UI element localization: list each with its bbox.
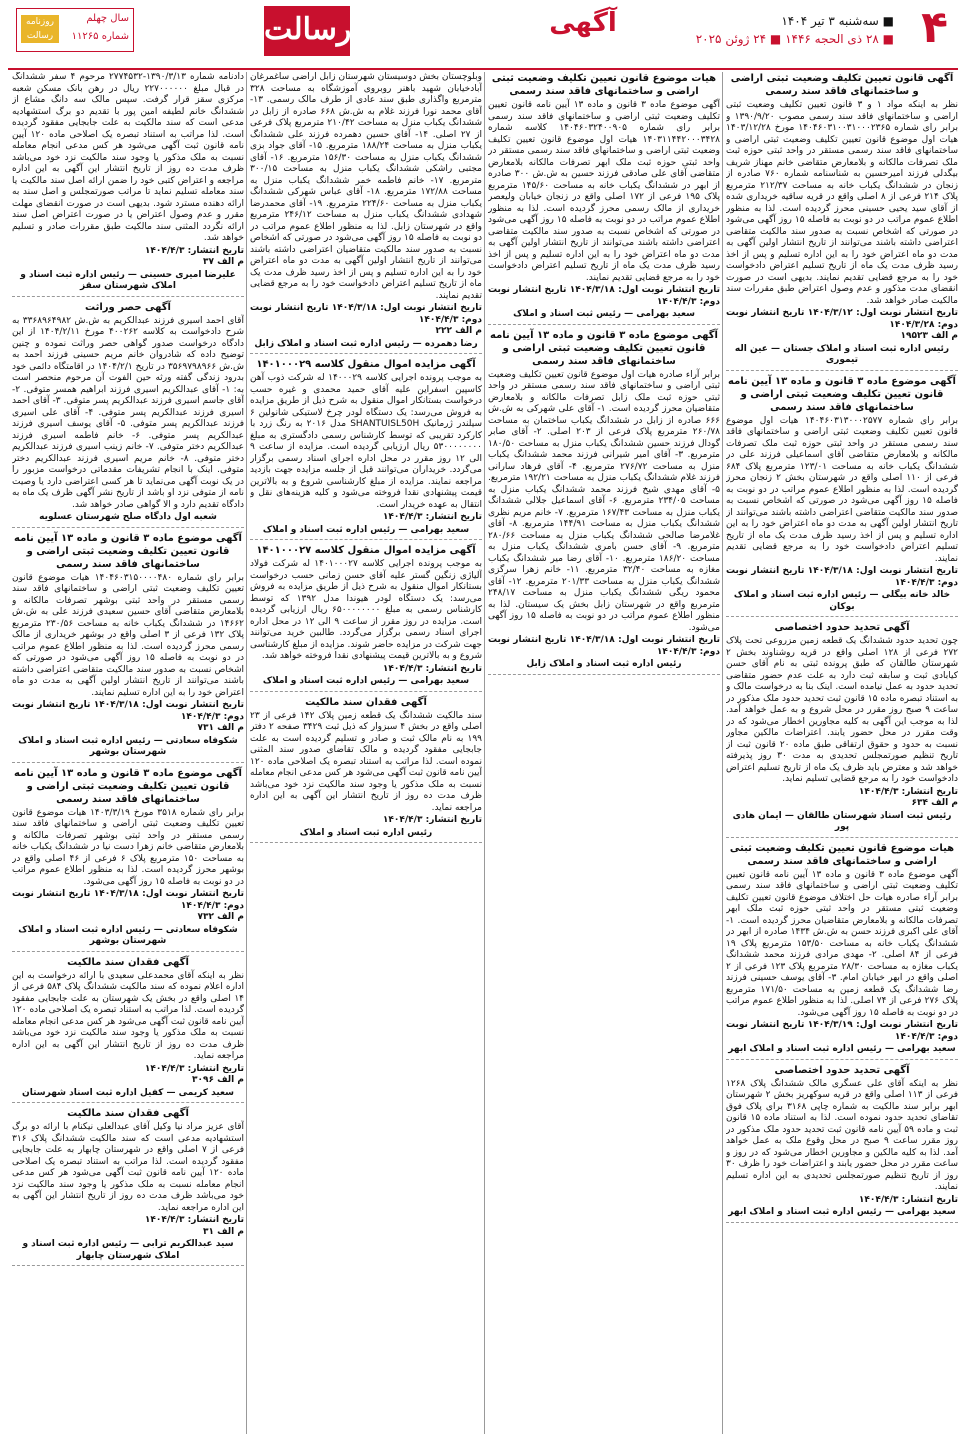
notice-body: آگهی موضوع ماده ۳ قانون و ماده ۱۳ آیین نامه قانون تعیین تکلیف وضعیت ثبتی اراضی و ساختمانهای فاقد سند رسمی برابر رای شماره ۱۴۰۴۶۰۳۲۴۰۰۹۰۵ کلاسه شماره ۱۴۰۳۱۱۴۴۲۰۰۰۳۴۲۸ هیات اول موضوع قانون تعیین تکلیف وضعیت ثبتی اراضی و ساختمانهای فاقد سند رسمی مستقر در واحد ثبتی حوزه ثبت ملک ابهر تصرفات مالکانه بلامعارض متقاضی آقای علی صادقی فرزند حسین به ش.ش ۳۰۰ صادره از ابهر در ششدانگ یکباب خانه به مساحت ۱۴۵/۶۰ مترمربع پلاک ۱۹۵ فرعی از ۱۷۲ اصلی واقع در زنجان خیابان ولیعصر خریداری از مالک رسمی محرز گردیده است. لذا به منظور اطلاع عموم مراتب در دو نوبت به فاصله ۱۵ روز آگهی می‌شود در صورتی که اشخاص نسبت به صدور سند مالکیت متقاضی اعتراضی داشته باشند می‌توانند از تاریخ انتشار اولین آگهی به مدت دو ماه اعتراض خود را به این اداره تسلیم و پس از اخذ رسید ظرف مدت یک ماه از تاریخ تسلیم اعتراض دادخواست خود را به مرجع قضایی تقدیم نمایند. <box>488 100 720 283</box>
notice-date: تاریخ انتشار: ۱۴۰۴/۴/۳ <box>382 663 482 674</box>
notice-title: آگهی موضوع ماده ۳ قانون و ماده ۱۳ آیین نامه قانون تعیین تکلیف وضعیت ثبتی اراضی و ساختمانهای فاقد سند رسمی <box>490 329 718 367</box>
notice-body: سند مالکیت ششدانگ یک قطعه زمین پلاک ۱۴۲ فرعی از ۲۳ اصلی واقع در بخش ۴ سبزوار که ذیل ثبت ۳۴۲۹ صفحه ۲ دفتر ۱۹۹ به نام مالک ثبت و صادر و تسلیم گردیده است به علت جابجایی مفقود گردیده و مالک تقاضای صدور سند المثنی نموده است. لذا مراتب به استناد تبصره یک اصلاحی ماده ۱۲۰ آیین نامه قانون ثبت آگهی می‌شود هر کس مدعی انجام معامله نسبت به ملک مذکور یا وجود سند مالکیت نزد خود می‌باشد ظرف مدت ده روز از تاریخ انتشار این آگهی به این اداره مراجعه نماید. <box>250 710 482 813</box>
notice-title: آگهی حصر وراثت <box>85 301 171 313</box>
issue-dates <box>696 12 894 48</box>
section-title: آگهی <box>549 8 617 38</box>
notice-date: تاریخ انتشار نوبت اول: ۱۴۰۴/۳/۱۸ تاریخ انتشار نوبت دوم: ۱۴۰۴/۴/۳ <box>12 889 244 911</box>
notice-date: تاریخ انتشار نوبت اول: ۱۴۰۴/۳/۱۸ تاریخ انتشار نوبت دوم: ۱۴۰۴/۴/۳ <box>488 635 720 657</box>
notice <box>726 375 958 618</box>
notice-code: م الف ۷۳۱ <box>197 723 244 733</box>
notice-title: آگهی تحدید حدود اختصاصی <box>774 1064 910 1076</box>
notice-title: آگهی فقدان سند مالکیت <box>305 696 427 708</box>
notice-title: آگهی موضوع ماده ۳ قانون و ماده ۱۳ آیین نامه قانون تعیین تکلیف وضعیت ثبتی اراضی و ساختمانهای فاقد سند رسمی <box>14 767 242 805</box>
notice-signer: علیرضا امیری حسینی — رئیس اداره ثبت اسناد و املاک شهرستان سقز <box>20 269 236 291</box>
notice-date: تاریخ انتشار: ۱۴۰۴/۴/۳ <box>144 245 244 256</box>
notice <box>250 696 482 844</box>
notice-title: هیات موضوع قانون تعیین تکلیف وضعیت ثبتی اراضی و ساختمانهای فاقد سند رسمی <box>491 73 717 97</box>
notice-title: هیات موضوع قانون تعیین تکلیف وضعیت ثبتی اراضی و ساختمانهای فاقد سند رسمی <box>729 842 955 867</box>
notice-code: م الف ۲۲۲ <box>435 326 482 336</box>
notice-body: برابر رای شماره ۱۴۰۴۶۰۳۱۵۰۰۰۰۴۸۰ هیات موضوع قانون تعیین تکلیف وضعیت ثبتی اراضی و ساختمانهای فاقد سند رسمی مستقر در واحد ثبتی بوشهر تصرفات مالکانه و بلامعارض متقاضی آقای حسین سعیدی فرزند علی به ش.ش ۱۴۶۶۲ در ششدانگ یکباب خانه به مساحت ۲۳۰/۵۶ مترمربع پلاک ۱۳۲ فرعی از ۳ اصلی واقع در بوشهر خریداری از مالک رسمی محرز گردیده است. لذا به منظور اطلاع عموم مراتب در دو نوبت به فاصله ۱۵ روز آگهی می‌شود در صورتی که اشخاص نسبت به صدور سند مالکیت متقاضی اعتراضی داشته باشند می‌توانند از تاریخ انتشار اولین آگهی به مدت دو ماه اعتراض خود را به این اداره تسلیم نمایند. <box>12 572 244 698</box>
notice-signer: رئیس اداره ثبت اسناد و املاک <box>299 827 433 838</box>
notice <box>12 1107 244 1266</box>
notice <box>250 544 482 692</box>
notice <box>726 72 958 371</box>
notice-signer: سعید بهرامی — رئیس اداره ثبت اسناد و املاک <box>262 524 470 535</box>
notice-signer: رئیس ثبت اسناد شهرستان طالقان — ایمان هادی پور <box>732 810 952 832</box>
column-divider <box>246 72 247 1434</box>
notice-body: نظر به اینکه مواد ۱ و ۳ قانون تعیین تکلیف وضعیت ثبتی اراضی و ساختمانهای فاقد سند رسمی مصوب ۱۳۹۰/۹/۲۰ و برابر رای شماره ۱۴۰۴۶۰۳۱۰۰۳۱۰۰۰۲۳۶۵ مورخ ۱۴۰۳/۱۲/۲۸ هیات اول موضوع قانون تعیین تکلیف وضعیت ثبتی اراضی و ساختمانهای فاقد سند رسمی مستقر در واحد ثبتی حوزه ثبت ملک تصرفات مالکانه و بلامعارض متقاضی خانم مهناز شریف بیگدلی فرزند امیرحسین به شناسنامه شماره ۷۶۰ صادره از زنجان در ششدانگ یکباب خانه به مساحت ۲۱۲/۳۷ مترمربع پلاک ۲۱۴ فرعی از ۸ اصلی واقع در قریه ساقیه خریداری شده از آقای سید یحیی حسینی محرز گردیده است. لذا به منظور اطلاع عموم مراتب در دو نوبت به فاصله ۱۵ روز آگهی می‌شود در صورتی که اشخاص نسبت به صدور سند مالکیت متقاضی اعتراضی داشته باشند می‌توانند از تاریخ انتشار اولین آگهی به مدت دو ماه اعتراض خود را به این اداره تسلیم و پس از اخذ رسید ظرف مدت یک ماه از تاریخ تسلیم اعتراض دادخواست خود را به مرجع قضایی تقدیم نمایند. بدیهی است در صورت انقضای مدت مذکور و عدم وصول اعتراض طبق مقررات سند مالکیت صادر خواهد شد. <box>726 100 958 306</box>
notice-date: تاریخ انتشار: ۱۴۰۴/۴/۳ <box>382 815 482 825</box>
notice-signer: خالد خانه بیگلی — رئیس اداره ثبت اسناد و املاک بوکان <box>733 590 951 612</box>
notice-signer: سعید بهرامی — رئیس ثبت اسناد و املاک <box>513 309 695 319</box>
year-label: سال چهلم <box>86 13 129 24</box>
notice-date: تاریخ انتشار نوبت اول: ۱۴۰۴/۳/۱۸ تاریخ انتشار نوبت دوم: ۱۴۰۴/۴/۳ <box>488 285 720 307</box>
notice-signer: سعید بهرامی — رئیس اداره ثبت اسناد و املاک <box>262 676 470 686</box>
issue-label: شماره ۱۱۲۶۵ <box>71 31 129 42</box>
notice-signer: سعید کریمی — کفیل اداره ثبت اسناد شهرستان <box>22 1087 234 1098</box>
column-4 <box>12 72 244 1434</box>
notice-date: تاریخ انتشار نوبت اول: ۱۴۰۴/۳/۱۲ تاریخ انتشار نوبت دوم: ۱۴۰۴/۳/۲۸ <box>726 308 958 330</box>
notice-body: آگهی موضوع ماده ۳ قانون و ماده ۱۳ آیین نامه قانون تعیین تکلیف وضعیت ثبتی اراضی و ساختمانهای فاقد سند رسمی برابر آراء صادره هیات حل اختلاف موضوع قانون تعیین تکلیف وضعیت ثبتی مستقر در واحد ثبتی حوزه ثبت ملک ابهر تصرفات مالکانه و بلامعارض متقاضیان محرز گردیده است. ۱- آقای علی اکبری فرزند حسن به ش.ش ۱۴۳۴ صادره از ابهر در ششدانگ یکباب خانه به مساحت ۱۵۳/۵۰ مترمربع پلاک ۱۹ فرعی از ۸۴ اصلی. ۲- مهدی مرادی فرزند محمد ششدانگ یکباب مغازه به مساحت ۲۸/۳۰ مترمربع پلاک ۱۲۳ فرعی از ۲ اصلی واقع در ابهر خیابان امام. ۳- آقای یوسف حسینی فرزند رضا ششدانگ یک قطعه زمین به مساحت ۱۷۱/۵۰ مترمربع پلاک ۲۷۶ فرعی از ۷۴ اصلی. لذا به منظور اطلاع عموم مراتب در دو نوبت به فاصله ۱۵ روز آگهی می‌شود. <box>726 869 958 1018</box>
newspaper-logo: رسالت <box>264 6 350 56</box>
notice-body: آقای احمد اسیری فرزند عبدالکریم به ش.ش ۳۳۶۸۹۶۴۹۸۲ به شرح دادخواست به کلاسه ۴۰۰۲۶۲ مورخ ۱۴۰۴/۲/۱۱ از این دادگاه درخواست صدور گواهی حصر وراثت نموده و چنین توضیح داده که شادروان خانم مریم حسینی فرزند احمد به ش.ش ۳۵۶۹۷۹۸۹۶۶ در تاریخ ۱۴۰۴/۲/۱ در اقامتگاه دائمی خود بدرود زندگی گفته ورثه حین الفوت آن مرحوم منحصر است به: ۱- آقای عبدالکریم اسیری فرزند ابراهیم همسر متوفی. ۲- آقای جاسم اسیری فرزند عبدالکریم پسر متوفی. ۳- آقای احمد اسیری فرزند عبدالکریم پسر متوفی. ۴- آقای علی اسیری فرزند عبدالکریم پسر متوفی. ۵- آقای یوسف اسیری فرزند عبدالکریم پسر متوفی. ۶- خانم فاطمه اسیری فرزند عبدالکریم دختر متوفی. ۷- خانم زینب اسیری فرزند عبدالکریم دختر متوفی. ۸- خانم مریم اسیری فرزند عبدالکریم دختر متوفی. اینک با انجام تشریفات مقدماتی درخواست مزبور را در یک نوبت آگهی می‌نماید تا هر کسی اعتراضی دارد یا وصیت نامه از متوفی نزد او باشد از تاریخ نشر آگهی ظرف یک ماه به دادگاه تقدیم دارد و الا گواهی صادر خواهد شد. <box>12 315 244 510</box>
notice-signer: شکوفاه سعادتی — رئیس اداره ثبت اسناد و املاک شهرستان بوشهر <box>18 924 238 946</box>
notice-date: تاریخ انتشار: ۱۴۰۴/۴/۳ <box>858 1194 958 1205</box>
notice-title: آگهی مزایده اموال منقول کلاسه ۱۴۰۱۰۰۰۲۷ <box>256 545 476 556</box>
notice-date: تاریخ انتشار: ۱۴۰۴/۴/۳ <box>382 512 482 522</box>
date-line-2: ■ ۲۸ ذی الحجه ۱۴۴۶ ■ ۲۴ ژوئن ۲۰۲۵ <box>695 32 894 46</box>
notice-body: نظر به اینکه آقای علی عسگری مالک ششدانگ پلاک ۱۲۶۸ فرعی از ۱۱۳ اصلی واقع در قریه سوکهریز بخش ۲ شهرستان ابهر برابر سند مالکیت به شماره چاپی ۳۱۶۸ برای پلاک فوق تقاضای تحدید حدود نموده است. لذا به استناد ماده ۱۵ قانون ثبت و ماده ۵۹ آیین نامه قانون ثبت تحدید حدود ملک مذکور در روز مقرر ساعت ۹ صبح در محل وقوع ملک به عمل خواهد آمد. لذا به کلیه مالکین و مجاورین اخطار می‌شود که در روز و ساعت مقرر در محل حضور یابند و اعتراضات خود را ظرف ۳۰ روز از تاریخ تنظیم صورتمجلس تحدیدی به این اداره تسلیم نمایند. <box>726 1078 958 1192</box>
issue-info-box <box>16 8 134 52</box>
notice <box>250 72 482 354</box>
notice-date: تاریخ انتشار: ۱۴۰۴/۴/۳ <box>144 1063 244 1074</box>
notice <box>12 956 244 1104</box>
notice-title: آگهی فقدان سند مالکیت <box>67 956 189 968</box>
notice-date: تاریخ انتشار نوبت اول: ۱۴۰۴/۳/۱۹ تاریخ انتشار نوبت دوم: ۱۴۰۴/۴/۳ <box>726 1020 958 1042</box>
notice-signer: سعید بهرامی — رئیس اداره ثبت اسناد و املاک ابهر <box>728 1044 956 1054</box>
notice <box>726 842 958 1060</box>
notice-body: نظر به اینکه آقای محمدعلی سعیدی با ارائه درخواست به این اداره اعلام نموده که سند مالکیت ششدانگ پلاک ۵۸۴ فرعی از ۱۴ اصلی واقع در بخش یک شهرستان به علت جابجایی مفقود گردیده است. لذا مراتب به استناد تبصره یک اصلاحی ماده ۱۲۰ آیین نامه قانون ثبت آگهی می‌شود هر کس مدعی انجام معامله نسبت به ملک مذکور یا وجود سند مالکیت نزد خود می‌باشد ظرف مدت ده روز از تاریخ انتشار این آگهی به این اداره مراجعه نماید. <box>12 970 244 1061</box>
notice-signer: سید عبدالکریم ترابی — رئیس اداره ثبت اسناد و املاک شهرستان چابهار <box>22 1239 234 1261</box>
notice-body: برابر آراء صادره هیات اول موضوع قانون تعیین تکلیف وضعیت ثبتی اراضی و ساختمانهای فاقد سند رسمی مستقر در واحد ثبتی حوزه ثبت ملک زابل تصرفات مالکانه و بلامعارض متقاضیان محرز گردیده است. ۱- آقای علی شهرکی به ش.ش ۶۶۶ صادره از زابل در ششدانگ یکباب ساختمان به مساحت ۲۶۰/۷۸ مترمربع پلاک فرعی از ۲۰۳ اصلی. ۲- آقای صابر گودال فرزند حسین ششدانگ یکباب منزل به مساحت ۱۸۰/۵۰ مترمربع. ۳- آقای امیر شیرانی فرزند محمد ششدانگ یکباب منزل به مساحت ۲۷۶/۷۲ مترمربع. ۴- آقای فرهاد سارانی فرزند غلام ششدانگ یکباب منزل به مساحت ۱۹۲/۲۱ مترمربع. ۵- آقای مهدی شیخ فرزند محمد ششدانگ یکباب منزل به مساحت ۲۳۴/۰۵ مترمربع. ۶- آقای اسماعیل جلالی ششدانگ یکباب منزل به مساحت ۱۶۷/۴۳ مترمربع. ۷- خانم مریم نظری ششدانگ یکباب منزل به مساحت ۱۴۴/۹۱ مترمربع. ۸- آقای غلامرضا صالحی ششدانگ یکباب منزل به مساحت ۲۸۰/۶۶ مترمربع. ۹- آقای حسن بامری ششدانگ یکباب منزل به مساحت ۱۸۶/۲۰ مترمربع. ۱۰- آقای رضا میر ششدانگ یکباب مغازه به مساحت ۳۲/۴۰ مترمربع. ۱۱- خانم زهرا سرگزی ششدانگ یکباب منزل به مساحت ۲۰۱/۳۳ مترمربع. ۱۲- آقای محمود ریگی ششدانگ یکباب منزل به مساحت ۲۴۸/۱۷ مترمربع واقع در شهرستان زابل بخش یک سیستان. لذا به منظور اطلاع عموم مراتب در دو نوبت به فاصله ۱۵ روز آگهی می‌شود. <box>488 369 720 633</box>
notice <box>726 621 958 838</box>
notice-signer: شکوفاه سعادتی — رئیس اداره ثبت اسناد و املاک شهرستان بوشهر <box>18 735 238 757</box>
notice-title: آگهی مزایده اموال منقول کلاسه ۱۴۰۱۰۰۰۲۹ <box>256 359 476 370</box>
column-divider <box>722 72 723 1434</box>
notice-title: آگهی موضوع ماده ۳ قانون و ماده ۱۳ آیین نامه قانون تعیین تکلیف وضعیت ثبتی اراضی و ساختمانهای فاقد سند رسمی <box>14 532 242 570</box>
page-number: ۴ <box>921 2 948 53</box>
notice-code: م الف ۳۷ <box>202 257 244 267</box>
notice <box>488 329 720 675</box>
notice <box>726 1064 958 1223</box>
notice-columns <box>8 72 958 1434</box>
column-3 <box>250 72 482 1434</box>
notice-body: به موجب پرونده اجرایی کلاسه ۱۴۰۱۰۰۰۲۷ له شرکت فولاد آلیاژی زنگین گستر علیه آقای حسن زمانی حسب درخواست بستانکار اموال منقول به شرح ذیل از طریق مزایده به فروش می‌رسد: یک دستگاه لودر هیوندا مدل ۱۳۹۲ که توسط کارشناس رسمی به مبلغ ۶۵۰۰۰۰۰۰۰۰ ریال ارزیابی گردیده است. مزایده در روز مقرر از ساعت ۹ الی ۱۲ در محل اداره اجرای اسناد رسمی برگزار می‌گردد. طالبین خرید می‌توانند جهت شرکت در مزایده حاضر شوند. مزایده از مبلغ کارشناسی شروع و به بالاترین قیمت پیشنهادی نقدا فروخته خواهد شد. <box>250 559 482 661</box>
notice-title: آگهی فقدان سند مالکیت <box>67 1108 189 1119</box>
notice-code: م الف ۳۰۹۶ <box>191 1075 244 1085</box>
notice <box>250 358 482 540</box>
notice-date: تاریخ انتشار نوبت اول: ۱۴۰۴/۳/۱۸ تاریخ انتشار نوبت دوم: ۱۴۰۴/۴/۳ <box>250 303 482 325</box>
masthead <box>8 0 958 70</box>
notice-date: تاریخ انتشار نوبت اول: ۱۴۰۴/۳/۱۸ تاریخ انتشار نوبت دوم: ۱۴۰۴/۴/۳ <box>726 566 958 588</box>
notice-body: وبلوچستان بخش دوسیستان شهرستان زابل اراضی ساغمرغان آبادخیابان شهید باهنر روبروی آموزشگاه به مساحت ۳۲۸ مترمربع واگذاری طبق سند عادی از طرف مالک رسمی. ۱۳- آقای محمد نورا فرزند غلام به ش.ش ۶۶۸ صادره از زابل در ششدانگ یکباب منزل به مساحت ۲۱۰/۴۲ مترمربع پلاک فرعی از ۲۷ اصلی. ۱۴- آقای حسین دهمرده فرزند علی ششدانگ یکباب منزل به مساحت ۱۸۸/۲۴ مترمربع. ۱۵- آقای جواد بزی ششدانگ یکباب منزل به مساحت ۱۵۶/۳۰ مترمربع. ۱۶- آقای مجتبی راشکی ششدانگ یکباب منزل به مساحت ۳۰۰/۱۵ مترمربع. ۱۷- خانم فاطمه خمر ششدانگ یکباب منزل به مساحت ۱۷۲/۸۸ مترمربع. ۱۸- آقای عباس شهرکی ششدانگ یکباب منزل به مساحت ۲۲۴/۶۰ مترمربع. ۱۹- آقای محمدرضا شهدادی ششدانگ یکباب منزل به مساحت ۲۴۶/۱۲ مترمربع واقع در شهرستان زابل. لذا به منظور اطلاع عموم مراتب در دو نوبت به فاصله ۱۵ روز آگهی می‌شود در صورتی که اشخاص نسبت به صدور سند مالکیت متقاضیان اعتراضی داشته باشند می‌توانند از تاریخ انتشار اولین آگهی به مدت دو ماه اعتراض خود را به این اداره تسلیم و پس از اخذ رسید ظرف مدت یک ماه از تاریخ تسلیم اعتراض دادخواست خود را به مرجع قضایی تقدیم نمایند. <box>250 72 482 301</box>
notice-title: آگهی موضوع ماده ۳ قانون و ماده ۱۳ آیین نامه قانون تعیین تکلیف وضعیت ثبتی اراضی و ساختمانهای فاقد سند رسمی <box>728 375 956 413</box>
notice <box>12 532 244 763</box>
date-line-1: ■ سه‌شنبه ۳ تیر ۱۴۰۴ <box>781 14 894 28</box>
notice-date: تاریخ انتشار: ۱۴۰۴/۴/۳ <box>858 786 958 797</box>
notice-signer: رئیس اداره ثبت اسناد و املاک زابل <box>526 659 682 669</box>
notice-signer: رضا دهمرده — رئیس اداره ثبت اسناد و املاک زابل <box>254 338 478 349</box>
notice-body: چون تحدید حدود ششدانگ یک قطعه زمین مزروعی تحت پلاک ۲۷۲ فرعی از ۱۲۸ اصلی واقع در قریه روشناوند بخش ۲ شهرستان طالقان که طبق پرونده ثبتی به نام آقای حسن کیابادی ثبت و سابقه ثبت دارد به علت عدم حضور متقاضی تحدید حدود به عمل نیامده است. اینک بنا به درخواست مالک و به استناد تبصره ماده ۱۵ قانون ثبت تحدید حدود ملک مذکور در ساعت ۹ صبح روز مقرر در محل شروع و به عمل خواهد آمد. لذا به موجب این آگهی به کلیه مجاورین اخطار می‌شود که در وقت مقرر در محل حضور یابند. اعتراضات مالکین مجاور نسبت به حدود و حقوق ارتفاقی طبق ماده ۲۰ قانون ثبت از تاریخ تنظیم صورتمجلس تحدیدی به مدت ۳۰ روز پذیرفته خواهد شد و معترض باید ظرف یک ماه از تاریخ تسلیم اعتراض دادخواست خود را به مرجع قضایی تسلیم نماید. <box>726 636 958 784</box>
notice <box>12 72 244 297</box>
notice-signer: رئیس اداره ثبت اسناد و املاک جستان — عین اله تیموری <box>734 343 950 365</box>
column-divider <box>484 72 485 1434</box>
notice-body: دادنامه شماره ۱۳۹۰/۳/۱۳-۲۷۷۴۵۳۲ مرحوم ۴ سفر ششدانگ در قبال مبلغ ۲۲۷۰۰۰۰۰۰ ریال در رهن بانک مسکن شعبه مرکزی سقز قرار گرفت. سپس مالک سه دانگ مشاع از ششدانگ خانم لطیفه امین پور با تقدیم دو برگ استشهادیه مدعی است که سند مالکیت به علت جابجایی مفقود گردیده است. لذا مراتب به استناد تبصره یک اصلاحی ماده ۱۲۰ آیین نامه قانون ثبت آگهی می‌شود هر کس مدعی انجام معامله نسبت به ملک مذکور یا وجود سند مالکیت نزد خود می‌باشد ظرف مدت ده روز از تاریخ انتشار این آگهی به این اداره مراجعه و اعتراض کتبی خود را ضمن ارائه اصل سند مالکیت یا سند معامله تسلیم نماید تا مراتب صورتمجلس و اصل سند به ارائه دهنده مسترد شود. بدیهی است در صورت انقضای مهلت مقرر و عدم وصول اعتراض یا در صورت اعتراض اصل سند ارائه نگردد المثنی سند مالکیت طبق مقررات صادر و تسلیم خواهد شد. <box>12 72 244 243</box>
notice-date: تاریخ انتشار: ۱۴۰۴/۴/۳ <box>144 1215 244 1225</box>
notice-body: به موجب پرونده اجرایی کلاسه ۱۴۰۰۰۲۹ له شرکت ذوب آهن کاسپین اسفراین علیه آقای حمید محمدی و غیره حسب درخواست بستانکار اموال منقول به شرح ذیل از طریق مزایده به فروش می‌رسد: یک دستگاه لودر چرخ لاستیکی شانولین ۶ سیلندر ژرمانیک SHANTUISL50H مدل ۲۰۱۶ به رنگ زرد با کارکرد تقریبی که توسط کارشناس رسمی دادگستری به مبلغ ۵۳۰۰۰۰۰۰۰۰ ریال ارزیابی گردیده است. مزایده از ساعت ۹ الی ۱۲ روز مقرر در محل اداره اجرای اسناد رسمی برگزار می‌گردد. خریداران می‌توانند قبل از جلسه مزایده جهت بازدید مراجعه نمایند. مزایده از مبلغ کارشناسی شروع و به بالاترین قیمت پیشنهادی نقدا فروخته می‌شود و کلیه هزینه‌های نقل و انتقال به عهده خریدار است. <box>250 373 482 510</box>
notice-body: آقای عزیز مراد نیا وکیل آقای عبدالعلی نیکنام با ارائه دو برگ استشهادیه مدعی است که سند مالکیت ششدانگ پلاک ۳۱۶ فرعی از ۷ اصلی واقع در شهرستان چابهار به علت جابجایی مفقود گردیده است. لذا مراتب به استناد تبصره یک اصلاحی ماده ۱۲۰ آیین نامه قانون ثبت آگهی می‌شود هر کس مدعی انجام معامله نسبت به ملک مذکور یا وجود سند مالکیت نزد خود می‌باشد ظرف مدت ده روز از تاریخ انتشار این آگهی به این اداره مراجعه نماید. <box>12 1122 244 1213</box>
notice-body: برابر رای شماره ۳۵۱۸ مورخ ۱۴۰۳/۳/۱۹ هیات موضوع قانون تعیین تکلیف وضعیت ثبتی اراضی و ساختمانهای فاقد سند رسمی مستقر در واحد ثبتی بوشهر تصرفات مالکانه و بلامعارض متقاضی خانم زهرا دست نیا در ششدانگ یکباب خانه به مساحت ۱۵۰ مترمربع پلاک ۶ فرعی از ۴۶ اصلی واقع در بوشهر محرز گردیده است. لذا به منظور اطلاع عموم مراتب در دو نوبت به فاصله ۱۵ روز آگهی می‌شود. <box>12 807 244 887</box>
notice-signer: شعبه اول دادگاه صلح شهرستان عسلویه <box>39 512 217 522</box>
notice-code: م الف ۱۹۵۲۳ <box>900 331 958 341</box>
notice-date: تاریخ انتشار نوبت اول: ۱۴۰۴/۳/۱۸ تاریخ انتشار نوبت دوم: ۱۴۰۴/۴/۳ <box>12 700 244 722</box>
notice <box>12 301 244 528</box>
column-1 <box>726 72 958 1434</box>
notice <box>12 767 244 952</box>
notice-signer: سعید بهرامی — رئیس اداره ثبت اسناد و املاک ابهر <box>728 1207 956 1217</box>
stamp-logo: روزنامه رسالت <box>21 15 59 43</box>
notice-code: م الف ۶۳۴ <box>911 798 958 808</box>
notice-body: برابر رای شماره ۱۴۰۴۶۰۳۱۳۰۰۰۲۵۷۷ هیات اول موضوع قانون تعیین تکلیف وضعیت ثبتی اراضی و ساختمانهای فاقد سند رسمی مستقر در واحد ثبتی حوزه ثبت ملک تصرفات مالکانه و بلامعارض متقاضی آقای اسماعیلی فرزند علی در ششدانگ یکباب خانه به مساحت ۱۲۳/۰۱ مترمربع پلاک ۶۸۴ فرعی از ۱۱۰ اصلی واقع در شهرستان بخش ۲ زنجان محرز گردیده است. لذا به منظور اطلاع عموم مراتب در دو نوبت به فاصله ۱۵ روز آگهی می‌شود در صورتی که اشخاص نسبت به صدور سند مالکیت متقاضی اعتراضی داشته باشند می‌توانند از تاریخ انتشار اولین آگهی به مدت دو ماه اعتراض خود را به این اداره تسلیم و پس از اخذ رسید ظرف مدت یک ماه از تاریخ تسلیم اعتراض دادخواست خود را به مرجع قضایی تقدیم نمایند. <box>726 415 958 564</box>
notice-title: آگهی تحدید حدود اختصاصی <box>774 622 910 633</box>
notice <box>488 72 720 325</box>
column-2 <box>488 72 720 1434</box>
notice-title: آگهی قانون تعیین تکلیف وضعیت ثبتی اراضی و ساختمانهای فاقد سند رسمی <box>730 73 954 97</box>
notice-code: م الف ۳۱ <box>202 1226 244 1237</box>
notice-code: م الف ۷۳۲ <box>197 912 244 922</box>
